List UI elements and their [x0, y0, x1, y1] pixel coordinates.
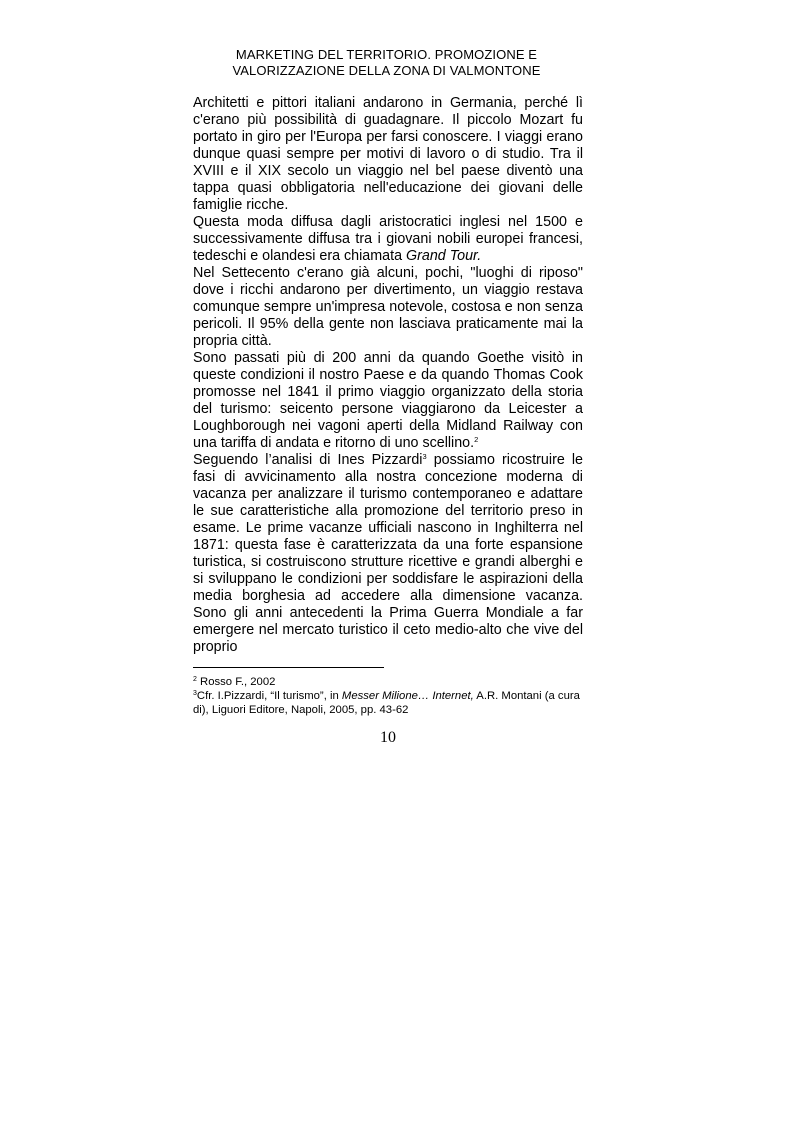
paragraph-5	[193, 452, 583, 656]
header-line-2: VALORIZZAZIONE DELLA ZONA DI VALMONTONE	[232, 63, 541, 78]
footnote-3-number: 3	[193, 690, 197, 697]
paragraph-5-start: Seguendo l’analisi di Ines Pizzardi	[193, 452, 423, 468]
body-text	[193, 95, 583, 656]
footnote-3-rest: A.R. Montani (a cura di), Liguori Editore, Napoli, 2005, pp. 43-62	[193, 690, 580, 716]
footnote-ref-3: 3	[422, 452, 427, 461]
paragraph-2-text: Questa moda diffusa dagli aristocratici inglesi nel 1500 e successivamente diffusa tra i giovani nobili europei francesi, tedeschi e olandesi era chiamata	[193, 214, 583, 264]
footnotes	[193, 675, 583, 717]
footnote-ref-2: 2	[474, 435, 479, 444]
page-number: 10	[380, 729, 396, 746]
paragraph-5-rest: possiamo ricostruire le fasi di avvicinamento alla nostra concezione moderna di vacanza per analizzare il turismo contemporaneo e adattare le sue caratteristiche alla promozione del territorio preso in esame. Le prime vacanze ufficiali nascono in Inghilterra nel 1871: questa fase è caratterizzata da una forte espansione turistica, si costruiscono strutture ricettive e grandi alberghi e si sviluppano le condizioni per soddisfare le aspirazioni della media borghesia ad accedere alla dimensione vacanza. Sono gli anni antecedenti la Prima Guerra Mondiale a far emergere nel mercato turistico il ceto medio-alto che vive del proprio	[193, 452, 583, 655]
footnote-2-text: Rosso F., 2002	[196, 676, 276, 688]
footnote-3-text: Cfr. I.Pizzardi, “Il turismo”, in	[196, 690, 342, 702]
grand-tour-italic: Grand Tour.	[406, 248, 482, 264]
footnote-separator	[193, 667, 384, 668]
header-line-1: MARKETING DEL TERRITORIO. PROMOZIONE E	[235, 47, 538, 62]
paragraph-1: Architetti e pittori italiani andarono in Germania, perché lì c'erano più possibilità di guadagnare. Il piccolo Mozart fu portato in giro per l'Europa per farsi conoscere. I viaggi erano dunque quasi sempre per motivi di lavoro o di studio. Tra il XVIII e il XIX secolo un viaggio nel bel paese diventò una tappa quasi obbligatoria nell'educazione dei giovani delle famiglie ricche.	[193, 95, 583, 213]
paragraph-3: Nel Settecento c'erano già alcuni, pochi, "luoghi di riposo" dove i ricchi andarono per divertimento, un viaggio restava comunque sempre un'impresa notevole, costosa e non senza pericoli. Il 95% della gente non lasciava praticamente mai la propria città.	[193, 265, 583, 349]
footnote-2	[193, 675, 583, 689]
paragraph-4-text: Sono passati più di 200 anni da quando Goethe visitò in queste condizioni il nostro Paese e da quando Thomas Cook promosse nel 1841 il primo viaggio organizzato della storia del turismo: seicento persone viaggiarono da Leicester a Loughborough nei vagoni aperti della Midland Railway con una tariffa di andata e ritorno di uno scellino.	[193, 350, 583, 451]
paragraph-4	[193, 350, 583, 452]
running-header	[190, 47, 583, 79]
footnote-2-number: 2	[193, 676, 197, 683]
footnote-3-italic-title: Messer Milione… Internet,	[341, 690, 474, 702]
paragraph-2	[193, 214, 583, 265]
footnote-3	[193, 689, 583, 717]
